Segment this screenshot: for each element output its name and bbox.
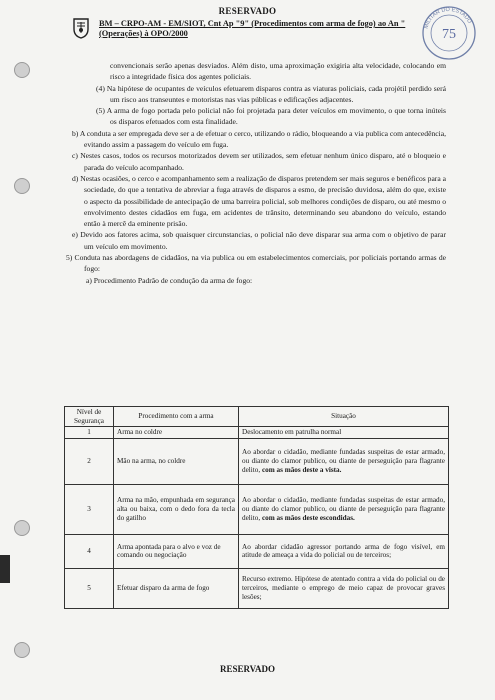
level-cell: 5 bbox=[65, 568, 114, 608]
table-header-row bbox=[65, 407, 449, 427]
level-cell: 3 bbox=[65, 484, 114, 534]
table-row bbox=[65, 568, 449, 608]
situation-text: Ao abordar o cidadão, mediante fundadas suspeitas de estar armado, ou diante do clamor publico, ou diante de perseguição para flagrante delito, bbox=[242, 496, 445, 522]
situation-cell bbox=[239, 427, 449, 439]
document-title bbox=[99, 19, 429, 39]
coat-of-arms-icon bbox=[72, 17, 90, 39]
punch-hole bbox=[14, 62, 30, 78]
procedure-cell: Arma apontada para o alvo e voz de comando ou negociação bbox=[114, 534, 239, 568]
official-stamp bbox=[420, 4, 478, 62]
paragraph-d: d) Nestas ocasiões, o cerco e acompanhamento sem a realização de disparos pretendem ser mais seguros e benéficos para a sociedade, do que a tentativa de abreviar a fuga através de disparos a esmo, de precisão duvidosa, além do que, existe o aspecto da possibilidade de antecipação de uma barreira policial, sob melhores condições de disparo, ou até mesmo o envolvimento destes cidadãos em fuga, em acidentes de trânsito, determinando seu abandono do veículo, estando então à mercê da eminente prisão. bbox=[72, 173, 446, 229]
header-level: Nível de Segurança bbox=[65, 407, 114, 427]
procedure-cell: Efetuar disparo da arma de fogo bbox=[114, 568, 239, 608]
situation-text: Deslocamento em patrulha normal bbox=[242, 428, 342, 437]
level-cell: 2 bbox=[65, 438, 114, 484]
paragraph-continuation: convencionais serão apenas desviados. Além disto, uma aproximação exigiria alta velocidade, colocando em risco a integridade física dos agentes policiais. bbox=[110, 61, 446, 82]
paragraph-4: (4) Na hipótese de ocupantes de veículos efetuarem disparos contra as viaturas policiais, cada projétil perdido será um risco aos transeuntes e motoristas nas vias públicas e edificações adjacentes. bbox=[96, 83, 446, 104]
header-procedure: Procedimento com a arma bbox=[114, 407, 239, 427]
situation-cell bbox=[239, 568, 449, 608]
paragraph-e: e) Devido aos fatores acima, sob quaisquer circunstancias, o policial não deve disparar sua arma com o objetivo de parar um veículo em movimento. bbox=[72, 230, 446, 251]
punch-hole bbox=[14, 642, 30, 658]
level-cell: 1 bbox=[65, 427, 114, 439]
subsection-a: a) Procedimento Padrão de condução da arma de fogo: bbox=[86, 275, 253, 285]
table-row bbox=[65, 427, 449, 439]
paragraph-5: (5) A arma de fogo portada pelo policial não foi projetada para deter veículos em movimento, o que torna inúteis os disparos efetuados com esta finalidade. bbox=[96, 106, 446, 127]
situation-text: Ao abordar o cidadão, mediante fundadas suspeitas de estar armado, ou diante do clamor publico, ou diante de perseguição para flagrante delito, bbox=[242, 448, 445, 474]
situation-cell bbox=[239, 484, 449, 534]
punch-hole bbox=[14, 520, 30, 536]
stamp-number: 75 bbox=[442, 27, 456, 42]
section-5-heading: 5) Conduta nas abordagens de cidadãos, na via publica ou em estabelecimentos comerciais, por policiais portando armas de fogo: bbox=[66, 253, 446, 274]
classification-header: RESERVADO bbox=[218, 6, 277, 16]
header-situation: Situação bbox=[239, 407, 449, 427]
procedure-cell: Mão na arma, no coldre bbox=[114, 438, 239, 484]
procedure-cell: Arma na mão, empunhada em segurança alta ou baixa, com o dedo fora da tecla do gatilho bbox=[114, 484, 239, 534]
situation-text: Ao abordar cidadão agressor portando arma de fogo visível, em atitude de ameaça a vida do policial ou de terceiros; bbox=[242, 542, 445, 560]
situation-cell bbox=[239, 534, 449, 568]
level-cell: 4 bbox=[65, 534, 114, 568]
document-title-line1: BM – CRPO-AM - EM/SIOT, Cnt Ap "9" (Procedimentos com arma de fogo) ao An " bbox=[99, 19, 406, 28]
stamp-text: MILITAR DO ESTADO bbox=[423, 6, 473, 30]
security-levels-table bbox=[64, 406, 449, 609]
paragraph-b: b) A conduta a ser empregada deve ser a de efetuar o cerco, utilizando o rádio, bloqueando a via publica com antecedência, evitando assim a passagem do veículo em fuga. bbox=[72, 128, 446, 150]
situation-emphasis: com as mãos deste escondidas. bbox=[261, 513, 355, 522]
table-row bbox=[65, 534, 449, 568]
paragraph-c: c) Nestes casos, todos os recursos motorizados devem ser utilizados, sem efetuar nenhum único disparo, até o bloqueio e parada do veículo acompanhado. bbox=[72, 151, 446, 172]
situation-text: Recurso extremo. Hipótese de atentado contra a vida do policial ou de terceiros, mediante o emprego de meio capaz de provocar graves lesões; bbox=[242, 575, 445, 601]
document-title-line2: (Operações) à OPO/2000 bbox=[99, 29, 188, 38]
situation-emphasis: com as mãos deste a vista. bbox=[261, 465, 342, 474]
procedure-cell: Arma no coldre bbox=[114, 427, 239, 439]
situation-cell bbox=[239, 438, 449, 484]
scan-edge-mark bbox=[0, 555, 10, 583]
classification-footer: RESERVADO bbox=[219, 664, 276, 674]
document-body bbox=[66, 60, 446, 286]
table-row bbox=[65, 484, 449, 534]
table-row bbox=[65, 438, 449, 484]
punch-hole bbox=[14, 178, 30, 194]
